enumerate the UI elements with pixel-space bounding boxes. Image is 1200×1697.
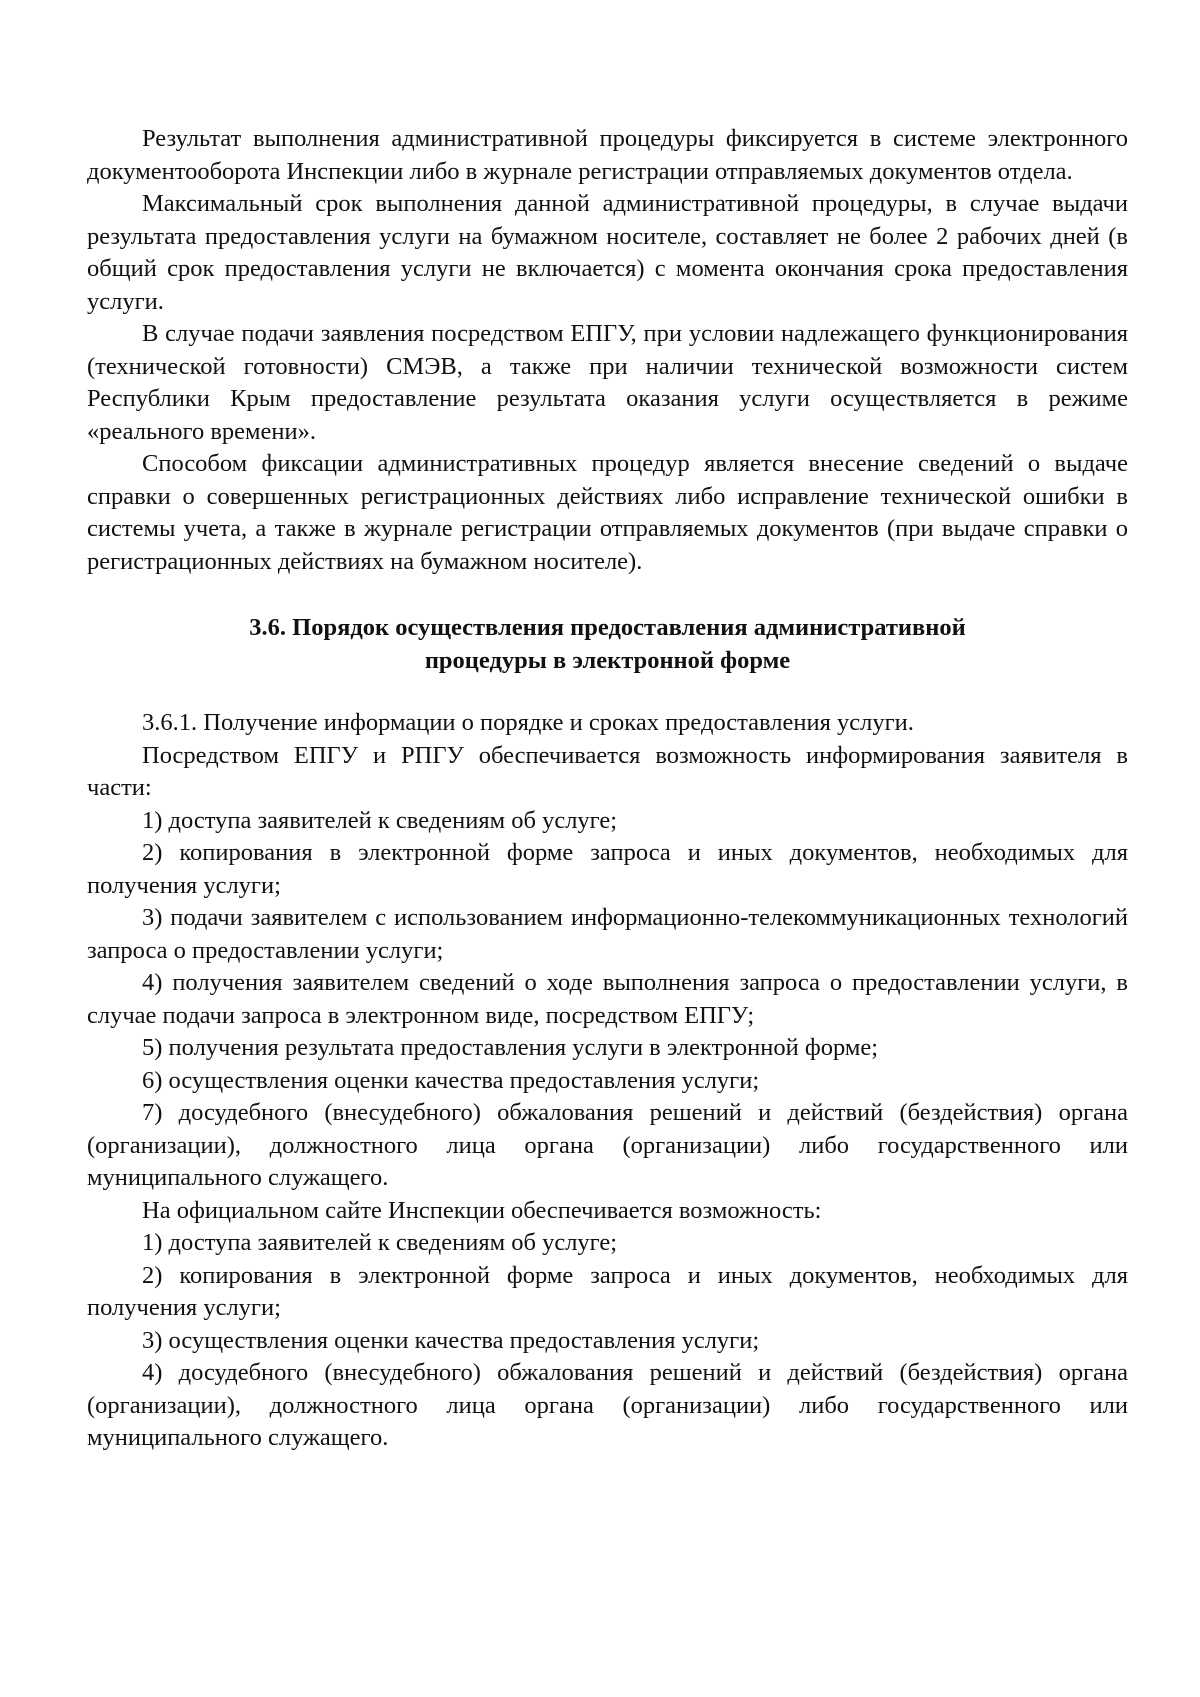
list-item-epgu-6: 6) осуществления оценки качества предоставления услуги; (142, 1066, 760, 1094)
list-item-epgu-1: 1) доступа заявителей к сведениям об услуге; (142, 806, 618, 834)
section-heading-line-2: процедуры в электронной форме (424, 646, 791, 674)
list-item-epgu-7: 7) досудебного (внесудебного) обжалования решений и действий (бездействия) органа (организации), должностного лица органа (организации) либо государственного или муниципального служащего. (87, 1099, 1128, 1191)
list-item-epgu-5: 5) получения результата предоставления услуги в электронной форме; (142, 1034, 879, 1061)
list-item-site-3: 3) осуществления оценки качества предоставления услуги; (142, 1326, 760, 1354)
section-heading (87, 612, 1128, 677)
paragraph-max-term: Максимальный срок выполнения данной административной процедуры, в случае выдачи результата предоставления услуги на бумажном носителе, составляет не более 2 рабочих дней (в общий срок предоставления услуги не включается) с момента окончания срока предоставления услуги. (87, 190, 1128, 315)
document-page (87, 123, 1128, 1455)
list-item-site-1: 1) доступа заявителей к сведениям об услуге; (142, 1229, 618, 1256)
paragraph-epgu-intro: Посредством ЕПГУ и РПГУ обеспечивается возможность информирования заявителя в части: (87, 741, 1128, 801)
list-item-site-2: 2) копирования в электронной форме запроса и иных документов, необходимых для получения услуги; (87, 1261, 1128, 1321)
paragraph-result-fixation: Результат выполнения административной процедуры фиксируется в системе электронного документооборота Инспекции либо в журнале регистрации отправляемых документов отдела. (87, 125, 1128, 185)
list-item-site-4: 4) досудебного (внесудебного) обжалования решений и действий (бездействия) органа (организации), должностного лица органа (организации) либо государственного или муниципального служащего. (87, 1359, 1128, 1451)
list-item-epgu-4: 4) получения заявителем сведений о ходе выполнения запроса о предоставлении услуги, в случае подачи запроса в электронном виде, посредством ЕПГУ; (87, 969, 1128, 1029)
list-item-epgu-2: 2) копирования в электронной форме запроса и иных документов, необходимых для получения услуги; (87, 839, 1128, 899)
section-heading-line-1: 3.6. Порядок осуществления предоставления административной (249, 614, 966, 641)
list-item-epgu-3: 3) подачи заявителем с использованием информационно-телекоммуникационных технологий запроса о предоставлении услуги; (87, 904, 1128, 964)
paragraph-epgu-realtime: В случае подачи заявления посредством ЕПГУ, при условии надлежащего функционирования (технической готовности) СМЭВ, а также при наличии технической возможности систем Республики Крым предоставление результата оказания услуги осуществляется в режиме «реального времени». (87, 320, 1128, 445)
paragraph-section-intro: 3.6.1. Получение информации о порядке и сроках предоставления услуги. (142, 709, 914, 736)
paragraph-site-intro: На официальном сайте Инспекции обеспечивается возможность: (142, 1196, 822, 1224)
paragraph-fixation-method: Способом фиксации административных процедур является внесение сведений о выдаче справки о совершенных регистрационных действиях либо исправление технической ошибки в системы учета, а также в журнале регистрации отправляемых документов (при выдаче справки о регистрационных действиях на бумажном носителе). (87, 450, 1128, 575)
